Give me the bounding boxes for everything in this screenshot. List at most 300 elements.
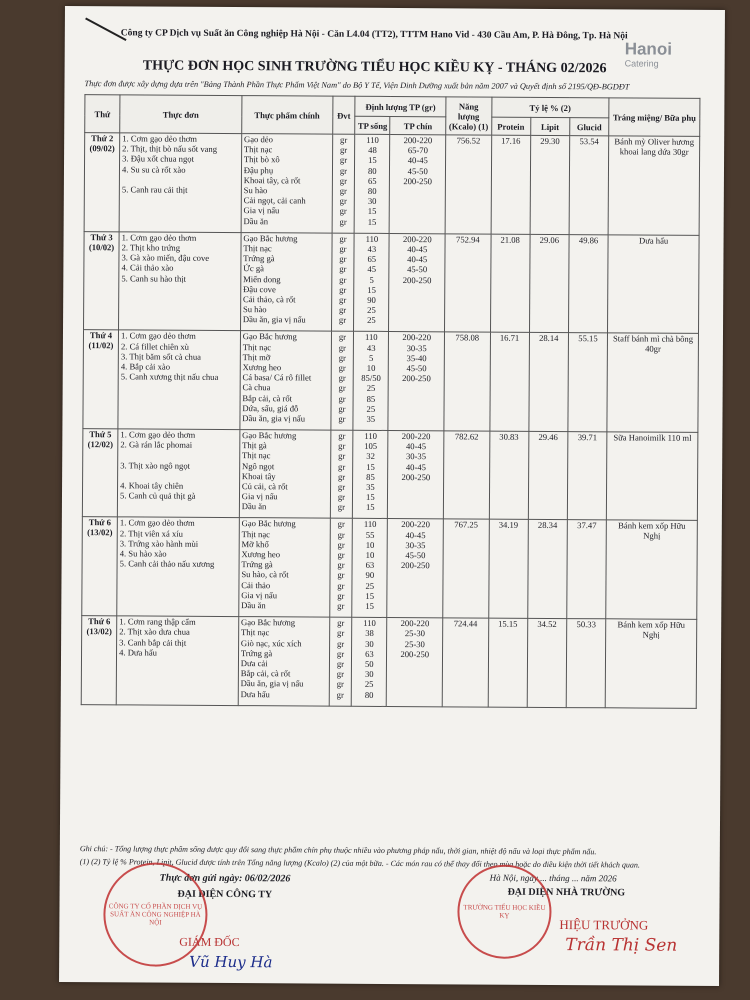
raw-weight: 43 [367,243,377,254]
raw-weight: 25 [365,580,375,591]
dish-item: 3. Trứng xào hành mùi [119,538,199,549]
lipit-value-cell [528,431,568,520]
food-item: Gạo Bắc hương [241,617,296,628]
dish-item: 1. Cơm gạo dẻo thơm [121,232,197,243]
dish-item [122,174,239,185]
cooked-weight-cell [388,332,444,431]
raw-weight: 10 [366,362,376,373]
dishes-cell [119,133,241,232]
cooked-weight: 200-250 [402,274,432,285]
unit-item: gr [339,274,347,285]
glucid-value: 55.15 [578,333,598,344]
glucid-value: 37.47 [577,520,597,531]
cooked-weight [391,394,442,405]
glucid-value: 49.86 [578,234,599,245]
glucid-value: 50.33 [576,619,596,630]
dessert-value-cell [608,136,699,235]
cooked-weight [392,206,443,217]
col-trang-mieng: Tráng miệng/ Bữa phụ [609,98,700,137]
food-item: Bắp cải, cà rốt [240,668,291,679]
dishes-cell [119,232,241,331]
raw-weight: 110 [365,332,378,343]
food-item: Gạo Bắc hương [242,430,297,441]
unit-item: gr [338,461,346,472]
energy-value-cell [445,234,491,333]
day-date: (12/02) [87,439,114,450]
food-item: Dầu ăn [241,501,267,512]
food-item: Su hào [242,304,267,315]
unit-item: gr [339,144,348,155]
cooked-weight-cell [389,134,445,233]
cooked-weight [390,601,441,612]
raw-weight-cell [352,617,388,706]
glucid-value: 39.71 [577,432,598,443]
food-item: Gia vị nấu [241,589,278,601]
food-item: Cá basa/ Cá rô fillet [242,372,312,383]
foods-cell [240,331,331,430]
dish-item: 5. Canh củ quả thịt gà [120,490,196,502]
raw-weight: 85 [366,471,375,482]
unit-item: gr [336,648,345,659]
raw-weight: 80 [364,689,374,700]
unit-cell [329,519,352,618]
dish-item: 4. Su hào xào [119,548,167,559]
dish-item [120,450,237,461]
cooked-weight: 200-220 [401,431,431,442]
cooked-weight [390,570,441,581]
dishes-cell [117,429,239,518]
glucid-value-cell [568,234,608,333]
cooked-weight: 40-45 [407,243,428,255]
raw-weight: 110 [363,617,376,629]
unit-item: gr [337,559,345,570]
dish-item: 4. Su su cà rốt xào [122,163,186,175]
cooked-weight-cell [387,618,443,707]
protein-value: 30.83 [499,431,519,442]
raw-weight-cell [352,519,388,618]
cooked-weight [389,690,440,701]
raw-weight: 25 [367,304,376,316]
unit-item: gr [337,491,346,502]
unit-item: gr [339,155,348,166]
col-nang-luong: Năng lượng (Kcalo) (1) [446,97,492,135]
unit-item: gr [336,638,345,649]
day-row [81,616,697,708]
energy-value-cell [444,332,490,431]
unit-item: gr [339,294,347,305]
energy-value-cell [442,618,488,707]
unit-item: gr [340,134,348,145]
unit-item: gr [339,206,347,217]
raw-weight: 63 [365,560,375,571]
lipit-value: 34.52 [537,619,557,630]
cooked-weight [391,414,442,425]
dessert-value: Bánh kem xốp Hữu Nghị [617,619,686,640]
cooked-weight: 200-220 [403,135,433,146]
protein-value-cell [489,431,529,520]
unit-cell [329,617,352,706]
cooked-weight: 25-30 [404,638,425,649]
raw-weight: 43 [366,342,376,353]
unit-item: gr [339,195,347,206]
food-item: Dứa, sấu, giá đỗ [242,402,299,414]
glucid-value-cell [566,619,606,708]
food-item: Dầu ăn, gia vị nấu [242,413,306,424]
dish-item: 5. Canh su hào thịt [121,272,187,284]
food-item: Bắp cải, cà rốt [242,392,293,403]
energy-value: 724.44 [453,618,478,629]
lipit-value: 29.30 [540,135,560,147]
dishes-cell [118,330,240,429]
cooked-weight: 40-45 [405,529,426,540]
unit-item: gr [338,430,346,441]
raw-weight: 15 [367,216,377,227]
lipit-value: 28.14 [539,333,559,344]
dessert-value: Dưa hấu [638,235,669,246]
dish-item: 1. Cơm rang thập cẩm [119,616,196,627]
unit-item: gr [339,263,347,275]
unit-item: gr [338,372,346,383]
unit-item: gr [337,600,345,611]
food-item: Su hào [243,185,268,196]
dish-item: 2. Thịt viên xá xíu [119,527,183,539]
unit-item: gr [337,529,345,540]
cooked-weight: 200-220 [402,332,432,343]
cooked-weight: 65-70 [407,145,428,156]
dessert-value: Staff bánh mì chà bông 40gr [612,333,694,355]
day-name: Thứ 6 [88,517,111,528]
unit-item: gr [336,658,345,669]
dish-item: 4. Khoai tây chiên [120,480,184,491]
unit-item: gr [338,451,346,462]
raw-weight: 80 [367,185,377,196]
unit-item: gr [336,689,344,700]
lipit-value: 29.46 [538,431,558,443]
energy-value: 758.08 [455,332,480,343]
food-item: Thịt nạc [242,450,271,461]
food-item: Gạo dẻo [243,134,273,145]
food-item: Trứng gà [241,559,273,570]
protein-value-cell [489,332,529,431]
raw-weight: 110 [364,430,378,441]
food-item: Trứng gà [243,253,275,264]
glucid-value-cell [567,520,607,619]
day-cell [82,517,118,616]
dish-item: 5. Canh rau cải thịt [121,184,188,195]
dish-item: 3. Canh bắp cải thịt [119,636,187,648]
dessert-value-cell [606,432,697,521]
company-header: Công ty CP Dịch vụ Suất ăn Công nghiệp Hà Nội - Căn L4.04 (TT2), TTTM Hano Vid - 430 Cầu Am, P. Hà Đông, Tp. Hà Nội [120,28,628,42]
energy-value: 782.62 [454,431,479,442]
cooked-weight [391,404,442,415]
raw-weight: 15 [368,155,377,166]
unit-item: gr [338,304,347,315]
unit-item: gr [339,216,347,227]
raw-weight: 80 [368,165,377,176]
col-tp-chin: TP chín [390,116,446,134]
unit-cell [331,332,354,431]
protein-value-cell [490,234,530,333]
cooked-weight [392,196,443,207]
food-item: Su hào, cà rốt [241,569,289,580]
unit-item: gr [338,342,346,353]
unit-item: gr [339,284,347,295]
unit-item: gr [336,679,344,690]
protein-value-cell [491,135,531,234]
food-item: Cải ngọt, cải canh [243,195,306,206]
unit-item: gr [337,580,345,591]
raw-weight: 15 [365,600,374,611]
unit-item: gr [336,668,344,679]
note-1: Ghi chú: - Tổng lượng thực phẩm sống được quy đổi sang thực phẩm chín phụ thuộc nhiều vào phương pháp nấu, thời gian, nhiệt độ nấu và loại thực phẩm nấu. [79,844,597,857]
raw-weight: 110 [366,134,379,145]
glucid-value: 53.54 [579,136,599,147]
day-cell [84,231,120,330]
unit-item: gr [338,332,347,343]
dessert-value: Sữa Hanoimilk 110 ml [613,432,692,443]
unit-item: gr [337,471,346,482]
unit-cell [332,134,355,233]
glucid-value-cell [568,333,608,432]
director-signature: Vũ Huy Hà [189,952,273,972]
raw-weight: 10 [365,539,375,550]
day-name: Thứ 5 [89,429,112,440]
unit-item: gr [338,362,346,373]
day-name: Thứ 3 [90,231,113,242]
food-item: Đậu cove [243,283,276,294]
raw-weight: 25 [367,315,376,326]
dish-item: 2. Thịt, thịt bò nấu sốt vang [122,143,218,155]
cooked-weight: 200-250 [400,648,430,659]
lipit-value-cell [527,520,567,619]
cooked-weight: 200-250 [401,471,431,483]
glucid-value-cell [569,136,609,235]
page-title: THỰC ĐƠN HỌC SINH TRƯỜNG TIỂU HỌC KIỀU KỴ - THÁNG 02/2026 [142,58,607,77]
food-item: Dầu ăn, gia vị nấu [240,678,304,689]
dish-item: 2. Thịt kho trứng [121,242,181,253]
food-item: Xương heo [242,362,282,373]
raw-weight: 15 [365,590,375,601]
cooked-weight: 200-250 [403,175,433,187]
food-item: Thịt bò xô [243,154,280,165]
protein-value: 16.71 [499,333,520,344]
lipit-value: 29.06 [539,234,560,245]
unit-item: gr [338,403,346,414]
cooked-weight: 45-50 [405,550,426,561]
col-dinh-luong: Định lượng TP (gr) [355,96,446,117]
unit-item: gr [337,590,345,601]
dish-item: 5. Canh cải thảo nấu xương [119,558,215,570]
foods-cell [241,134,332,233]
food-item: Dưa hấu [240,688,270,699]
raw-weight: 25 [366,403,376,414]
company-stamp: CÔNG TY CỔ PHẦN DỊCH VỤ SUẤT ĂN CÔNG NGHIỆP HÀ NỘI [103,862,208,967]
cooked-weight-cell [387,519,443,618]
raw-weight: 30 [365,638,374,649]
principal-signature: Trần Thị Sen [565,935,678,956]
unit-item: gr [338,383,346,394]
food-item: Thịt nạc [241,528,271,539]
food-item: Thịt nạc [242,341,272,352]
raw-weight: 65 [367,175,377,186]
day-cell [81,616,117,705]
food-item: Thịt nạc [240,627,270,638]
protein-value: 21.08 [500,234,520,245]
food-item: Thịt mỡ [242,351,271,363]
food-item: Cải thảo [241,579,271,590]
unit-item: gr [339,185,347,196]
day-date: (13/02) [86,626,112,637]
raw-weight: 65 [367,253,377,264]
cooked-weight: 45-50 [407,165,428,176]
raw-weight: 35 [366,481,375,492]
foods-cell [239,518,330,617]
day-row [82,517,698,619]
protein-value: 17.16 [501,135,521,146]
raw-weight: 90 [367,294,376,305]
lipit-value-cell [530,135,570,234]
director-title: GIÁM ĐỐC [179,934,240,950]
raw-weight-cell [353,430,389,519]
food-item: Giò nạc, xúc xích [240,637,302,648]
cooked-weight [390,482,441,493]
unit-item: gr [339,165,348,176]
raw-weight: 48 [368,145,377,156]
raw-weight: 15 [365,502,375,513]
cooked-weight: 200-220 [400,618,430,629]
lipit-value: 28.34 [537,520,558,531]
raw-weight-cell [354,134,390,233]
day-name: Thứ 6 [88,616,111,627]
col-ty-le: Tỷ lệ % (2) [491,97,609,118]
cooked-weight [389,679,440,690]
food-item: Dầu ăn [243,215,269,226]
dessert-value: Bánh kem xốp Hữu Nghị [618,520,686,542]
unit-item: gr [337,549,345,560]
day-date: (09/02) [89,143,115,154]
unit-item: gr [338,314,347,326]
dessert-value-cell [605,619,696,708]
raw-weight: 30 [367,196,377,207]
unit-item: gr [337,628,345,639]
lipit-value-cell [529,234,569,333]
principal-title: HIỆU TRƯỞNG [559,917,649,933]
cooked-weight [391,383,442,394]
dish-item: 3. Gà xào miến, đậu cove [121,252,210,263]
dish-item [120,470,237,481]
raw-weight: 90 [365,570,375,581]
dish-item: 5. Canh xương thịt nấu chua [120,371,219,383]
protein-value-cell [488,520,528,619]
unit-item: gr [337,617,345,628]
dish-item: 3. Thịt xào ngô ngọt [120,460,191,471]
raw-weight: 15 [366,492,375,503]
dessert-value: Bánh mỳ Oliver hương khoai lang dứa 30gr [614,136,695,157]
dessert-value-cell [606,520,697,619]
unit-item: gr [339,243,347,254]
col-lipit: Lipit [530,117,569,135]
energy-value: 752.94 [456,234,480,245]
raw-weight: 63 [365,648,374,659]
unit-item: gr [338,440,346,451]
day-name: Thứ 4 [89,330,113,341]
cooked-weight: 45-50 [407,264,428,275]
food-item: Xương heo [241,549,281,560]
raw-weight: 85 [366,393,376,404]
unit-item: gr [338,413,346,424]
dish-item: 1. Cơm gạo dẻo thơm [121,330,196,342]
raw-weight: 110 [365,233,379,244]
cooked-weight [391,305,442,316]
protein-value: 34.19 [498,520,519,531]
food-item: Cải thảo, cà rốt [242,293,296,305]
energy-value-cell [443,431,489,520]
raw-weight: 85/50 [361,372,381,384]
dish-item: 4. Bắp cải xào [120,361,171,372]
day-cell [83,330,119,429]
raw-weight: 105 [364,441,378,452]
cooked-weight [390,492,441,503]
food-item: Thịt nạc [243,242,272,254]
cooked-weight: 40-45 [405,461,426,472]
dish-item: 4. Cải thảo xào [121,262,174,273]
day-row [82,429,698,521]
cooked-weight: 40-45 [407,155,428,166]
food-item: Gia vị nấu [241,491,278,502]
cooked-weight: 30-35 [405,451,427,462]
food-item: Khoai tây, cà rốt [243,174,301,186]
unit-item: gr [338,352,346,363]
food-item: Gia vị nấu [243,205,280,216]
unit-item: gr [337,539,345,550]
lipit-value-cell [529,333,569,432]
cooked-weight [391,315,442,326]
cooked-weight: 200-220 [401,519,430,530]
company-rep: ĐẠI DIỆN CÔNG TY [177,888,273,901]
food-item: Dầu ăn, gia vị nấu [242,314,306,325]
day-cell [82,429,118,518]
food-item: Mỡ khổ [241,538,269,550]
food-item: Thịt gà [242,440,267,451]
unit-item: gr [339,233,347,244]
cooked-weight: 40-45 [405,441,427,452]
cooked-weight: 200-220 [402,233,432,244]
raw-weight-cell [354,233,390,332]
dish-item: 1. Cơm gạo dẻo thơm [119,517,195,529]
dish-item: 1. Cơm gạo dẻo thơm [120,429,196,440]
cooked-weight [392,186,443,197]
food-item: Trứng gà [240,647,273,659]
energy-value-cell [443,519,489,618]
unit-item: gr [337,481,346,492]
food-item: Ức gà [243,263,264,274]
cooked-weight [392,217,443,228]
food-item: Dầu ăn [241,600,266,611]
cooked-weight: 40-45 [407,254,428,265]
food-item: Đậu phụ [243,164,274,175]
date-sent: Thực đơn gửi ngày: 06/02/2026 [159,872,291,885]
menu-sheet [59,6,725,986]
foods-cell [240,232,331,331]
cooked-weight: 30-35 [405,539,426,551]
cooked-weight: 30-35 [406,342,427,353]
dish-item: 2. Gà rán lắc phomai [120,439,193,451]
cooked-weight: 35-40 [406,352,427,363]
food-item: Gạo Bắc hương [243,232,298,244]
raw-weight: 5 [369,274,374,285]
cooked-weight: 200-250 [402,373,431,384]
unit-item: gr [337,570,345,581]
